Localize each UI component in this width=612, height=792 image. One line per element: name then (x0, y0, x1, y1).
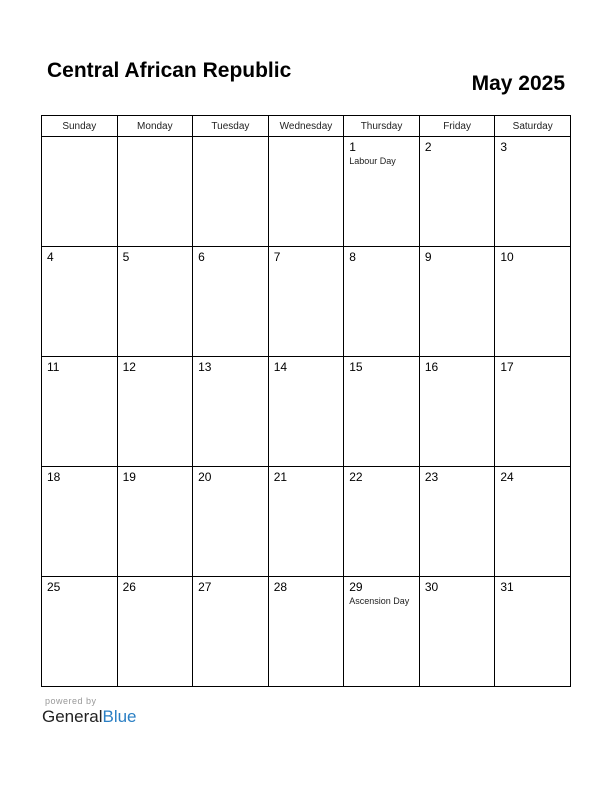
weekday-header-sunday: Sunday (42, 116, 118, 137)
day-number: 31 (500, 580, 514, 594)
day-number: 21 (273, 470, 288, 484)
footer-branding (42, 696, 137, 727)
day-number: 3 (500, 140, 508, 154)
day-cell (117, 137, 193, 247)
day-number: 6 (198, 250, 205, 264)
weekday-header-thursday: Thursday (344, 116, 420, 137)
day-cell (419, 247, 495, 357)
day-number: 18 (47, 470, 61, 484)
day-number: 24 (500, 470, 514, 484)
day-cell (495, 247, 571, 357)
day-cell (495, 577, 571, 687)
day-cell (42, 137, 118, 247)
day-cell (344, 467, 420, 577)
weekday-header-monday: Monday (117, 116, 193, 137)
weekday-header-tuesday: Tuesday (193, 116, 269, 137)
week-row (42, 577, 571, 687)
day-cell (42, 357, 118, 467)
day-cell (344, 357, 420, 467)
day-cell (42, 577, 118, 687)
day-cell (268, 577, 344, 687)
day-cell (495, 357, 571, 467)
day-number: 7 (273, 250, 281, 264)
weekday-header-row (42, 116, 571, 137)
day-cell (268, 137, 344, 247)
weekday-header-saturday: Saturday (495, 116, 571, 137)
day-cell (419, 137, 495, 247)
day-number: 20 (198, 470, 212, 484)
day-number: 4 (47, 250, 54, 264)
day-cell (42, 467, 118, 577)
week-row (42, 467, 571, 577)
week-row (42, 247, 571, 357)
calendar-month-title: May 2025 (471, 72, 565, 95)
holiday-label: Labour Day (349, 156, 396, 166)
day-cell (344, 247, 420, 357)
day-cell (193, 357, 269, 467)
day-number: 2 (424, 140, 432, 154)
day-cell (268, 357, 344, 467)
day-cell (117, 467, 193, 577)
day-number: 22 (349, 470, 363, 484)
day-number: 12 (122, 360, 136, 374)
day-number: 17 (500, 360, 514, 374)
day-cell (344, 577, 420, 687)
day-cell (419, 357, 495, 467)
day-number: 19 (122, 470, 136, 484)
calendar-grid (41, 115, 571, 687)
day-cell (419, 467, 495, 577)
day-number: 14 (273, 360, 288, 374)
weekday-header-wednesday: Wednesday (268, 116, 344, 137)
day-cell (419, 577, 495, 687)
day-number: 28 (273, 580, 288, 594)
day-cell (193, 247, 269, 357)
day-number: 8 (349, 250, 356, 264)
weekday-header-friday: Friday (419, 116, 495, 137)
day-number: 9 (424, 250, 432, 264)
week-row (42, 357, 571, 467)
day-cell (268, 467, 344, 577)
day-number: 10 (500, 250, 514, 264)
holiday-label: Ascension Day (349, 596, 410, 606)
day-cell (193, 577, 269, 687)
day-cell (495, 137, 571, 247)
calendar-country-title: Central African Republic (47, 59, 292, 82)
day-number: 11 (47, 360, 60, 374)
day-number: 27 (198, 580, 212, 594)
powered-by-text: powered by (45, 696, 97, 706)
day-number: 16 (424, 360, 439, 374)
generalblue-logo[interactable] (42, 707, 137, 727)
day-number: 1 (349, 140, 356, 154)
day-number: 13 (198, 360, 212, 374)
day-number: 26 (122, 580, 136, 594)
day-cell (495, 467, 571, 577)
day-cell (42, 247, 118, 357)
day-cell (344, 137, 420, 247)
day-number: 30 (424, 580, 439, 594)
week-row (42, 137, 571, 247)
brand-blue: Blue (102, 707, 137, 726)
day-number: 23 (424, 470, 439, 484)
day-cell (193, 137, 269, 247)
day-number: 25 (47, 580, 61, 594)
day-number: 15 (349, 360, 363, 374)
day-number: 29 (349, 580, 363, 594)
day-cell (117, 247, 193, 357)
brand-general: General (42, 707, 103, 726)
day-cell (193, 467, 269, 577)
day-cell (117, 357, 193, 467)
day-cell (268, 247, 344, 357)
day-cell (117, 577, 193, 687)
day-number: 5 (122, 250, 130, 264)
